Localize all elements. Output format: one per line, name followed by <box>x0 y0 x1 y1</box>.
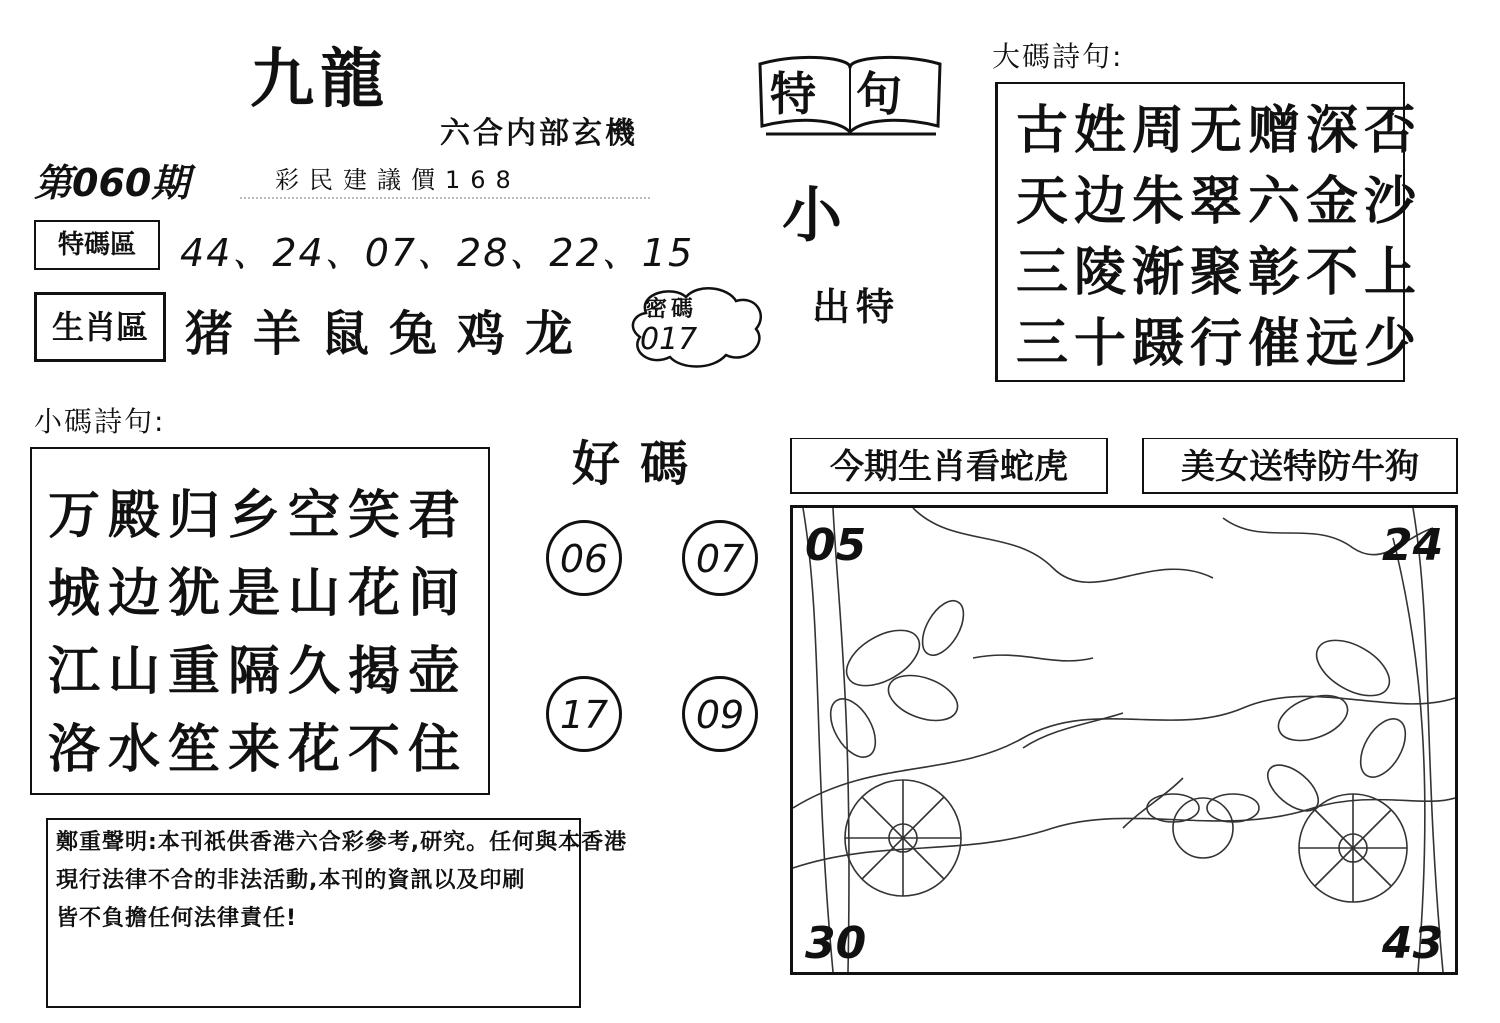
big-poem-line: 三十蹑行催远少 <box>1016 314 1423 374</box>
big-poem-line: 古姓周无赠深否 <box>1016 101 1423 161</box>
page-title: 九龍 <box>250 43 390 117</box>
special-zone-label: 特碼區 <box>34 220 160 270</box>
big-poem-line: 三陵渐聚彰不上 <box>1016 243 1423 303</box>
picture-number: 43 <box>1382 918 1444 969</box>
good-number-ball: 07 <box>682 520 758 596</box>
big-poem-label: 大碼詩句: <box>992 40 1124 73</box>
secret-code-value: 017 <box>640 322 698 357</box>
disclaimer-line: 現行法律不合的非法活動,本刊的資訊以及印刷 <box>56 868 526 893</box>
good-number-ball: 17 <box>546 676 622 752</box>
special-sentence-size: 小 <box>782 181 842 251</box>
small-poem-line: 万殿归乡空笑君 <box>48 486 469 546</box>
disclaimer-line: 鄭重聲明:本刊祇供香港六合彩參考,研究。任何與本香港 <box>56 830 628 855</box>
dotted-divider <box>240 197 650 199</box>
big-poem-box <box>995 82 1423 382</box>
small-poem-line: 江山重隔久揭壶 <box>48 642 469 702</box>
zodiac-zone-label: 生肖區 <box>34 292 166 362</box>
picture-number: 24 <box>1382 520 1444 571</box>
small-poem-label: 小碼詩句: <box>34 405 166 438</box>
good-number-ball: 09 <box>682 676 758 752</box>
beauty-hint: 美女送特防牛狗 <box>1142 438 1458 494</box>
disclaimer-line: 皆不負擔任何法律責任! <box>56 906 298 931</box>
special-sentence-note: 出特 <box>812 285 901 329</box>
special-sentence-label: 特句 <box>770 67 942 121</box>
disclaimer-box <box>46 818 628 1008</box>
issue-number: 第060期 <box>34 161 190 205</box>
small-poem-line: 洛水笙来花不住 <box>48 720 469 780</box>
page-subtitle: 六合内部玄機 <box>440 116 638 151</box>
big-poem-line: 天边朱翠六金沙 <box>1016 172 1423 232</box>
good-number-ball: 06 <box>546 520 622 596</box>
flower-illustration-icon <box>793 508 1455 972</box>
price-note: 彩民建議價168 <box>275 166 521 194</box>
small-poem-box <box>30 447 490 795</box>
good-numbers-label: 好碼 <box>572 436 709 492</box>
picture-number: 05 <box>805 520 867 571</box>
flower-illustration <box>790 505 1458 975</box>
special-zone-numbers: 44、24、07、28、22、15 <box>180 231 695 275</box>
zodiac-hint: 今期生肖看蛇虎 <box>790 438 1108 494</box>
picture-number: 30 <box>805 918 867 969</box>
zodiac-zone-animals: 猪羊鼠兔鸡龙 <box>185 306 594 362</box>
secret-code-label: 密碼 <box>645 297 698 322</box>
small-poem-line: 城边犹是山花间 <box>48 564 469 624</box>
